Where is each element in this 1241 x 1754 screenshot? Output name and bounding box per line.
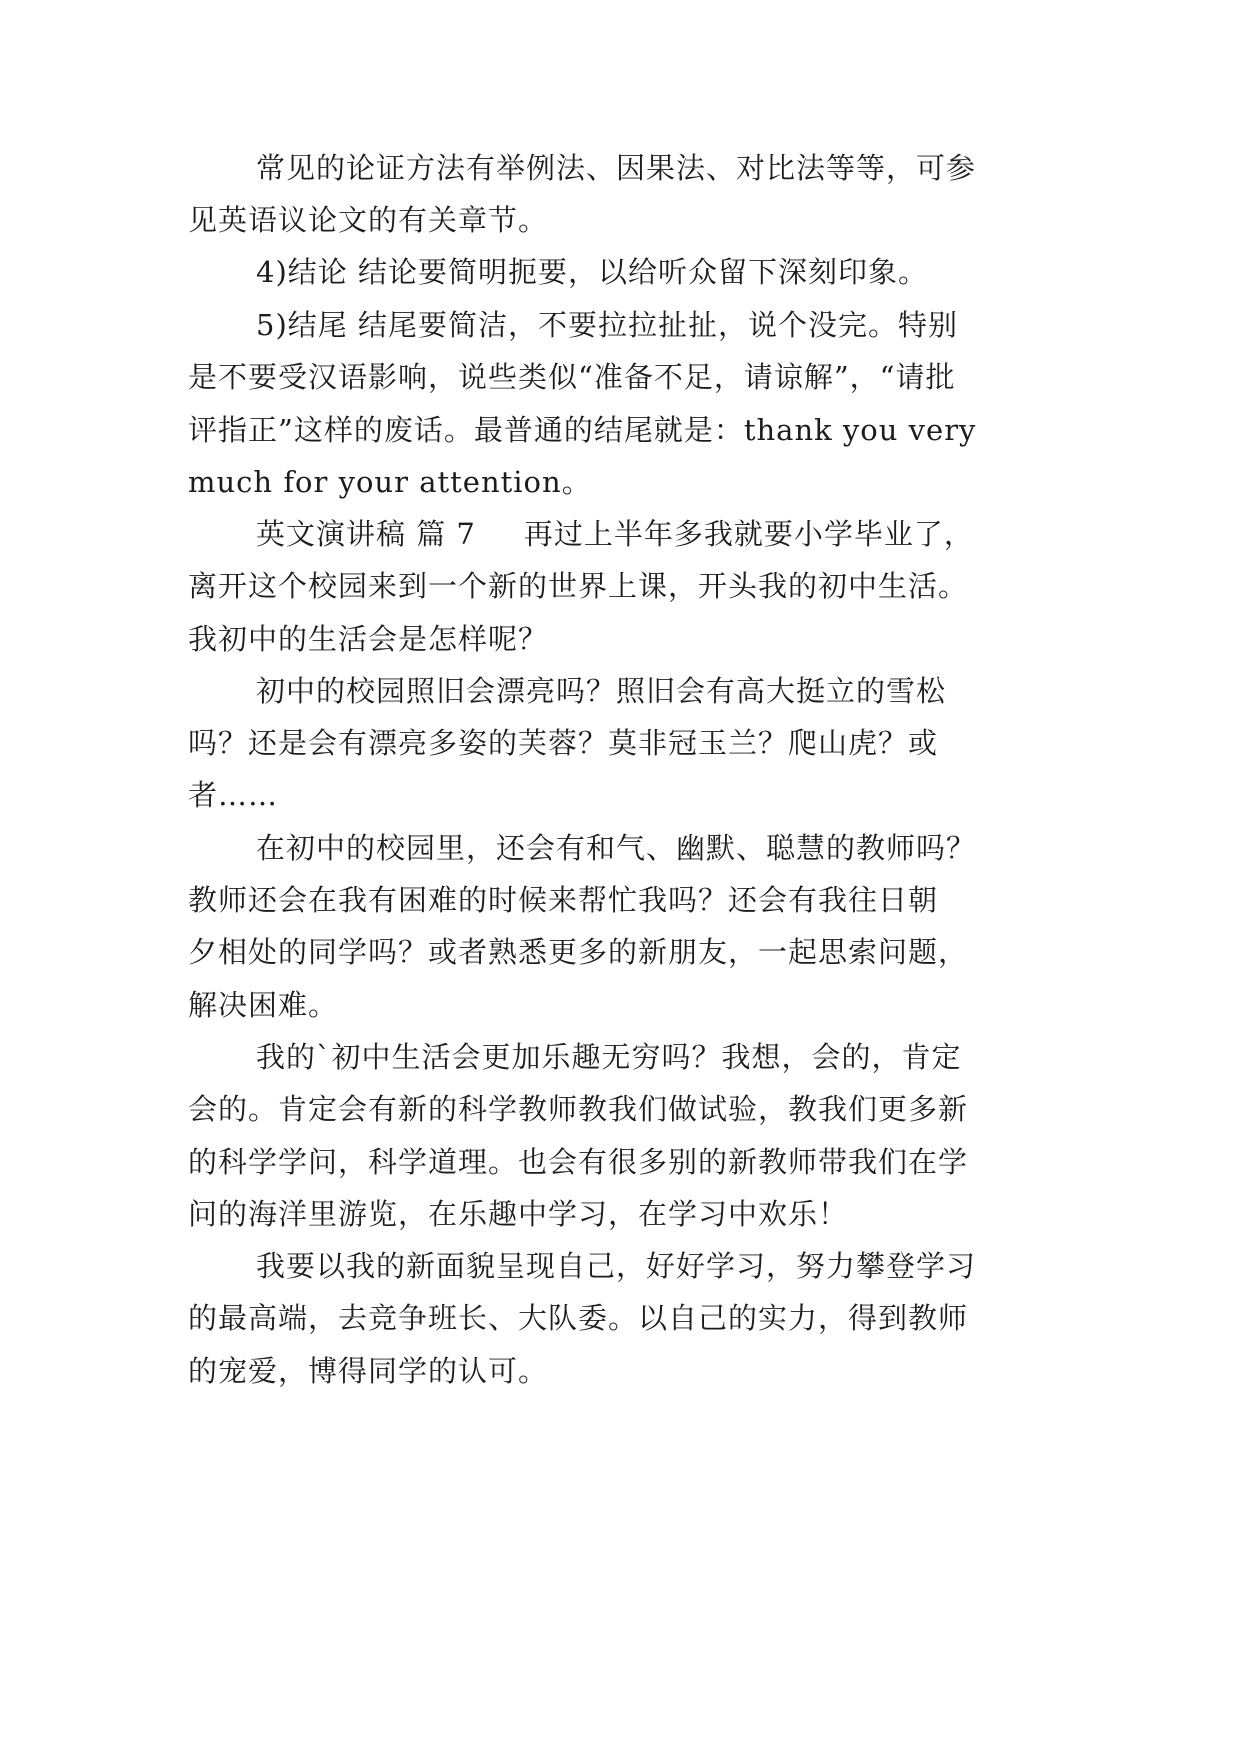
- text-line: 4)结论 结论要简明扼要，以给听众留下深刻印象。: [256, 255, 928, 289]
- text-line: 夕相处的同学吗？或者熟悉更多的新朋友，一起思索问题，: [188, 935, 969, 969]
- text-line: 教师还会在我有困难的时候来帮忙我吗？还会有我往日朝: [188, 883, 939, 917]
- text-line: 常见的论证方法有举例法、因果法、对比法等等，可参: [256, 151, 977, 185]
- text-line: 吗？还是会有漂亮多姿的芙蓉？莫非冠玉兰？爬山虎？或: [188, 726, 939, 760]
- text-line: 的最高端，去竞争班长、大队委。以自己的实力，得到教师: [188, 1301, 969, 1335]
- text-line: 初中的校园照旧会漂亮吗？照旧会有高大挺立的雪松: [256, 674, 947, 708]
- text-line: 再过上半年多我就要小学毕业了，: [523, 517, 974, 551]
- text-line: 解决困难。: [188, 988, 339, 1022]
- text-line: 见英语议论文的有关章节。: [188, 203, 549, 237]
- text-line: 离开这个校园来到一个新的世界上课，开头我的初中生活。: [188, 569, 969, 603]
- text-line: 会的。肯定会有新的科学教师教我们做试验，教我们更多新: [188, 1092, 969, 1126]
- text-line: 我要以我的新面貌呈现自己，好好学习，努力攀登学习: [256, 1249, 977, 1283]
- text-line: 我初中的生活会是怎样呢？: [188, 622, 549, 656]
- text-line: 的科学学问，科学道理。也会有很多别的新教师带我们在学: [188, 1145, 969, 1179]
- text-line: 评指正”这样的废话。最普通的结尾就是：thank you very: [188, 413, 977, 447]
- text-line: 问的海洋里游览，在乐趣中学习，在学习中欢乐！: [188, 1197, 849, 1231]
- text-line: 我的`初中生活会更加乐趣无穷吗？我想，会的，肯定: [256, 1040, 962, 1074]
- text-line: 者……: [188, 778, 279, 812]
- text-line: 在初中的校园里，还会有和气、幽默、聪慧的教师吗？: [256, 831, 977, 865]
- text-line: 的宠爱，博得同学的认可。: [188, 1354, 549, 1388]
- section-heading: 英文演讲稿 篇 7: [256, 517, 476, 551]
- text-line: much for your attention。: [188, 465, 592, 499]
- section-heading-line: [256, 514, 974, 554]
- text-line: 5)结尾 结尾要简洁，不要拉拉扯扯，说个没完。特别: [256, 308, 958, 342]
- text-line: 是不要受汉语影响，说些类似“准备不足，请谅解”，“请批: [188, 360, 956, 394]
